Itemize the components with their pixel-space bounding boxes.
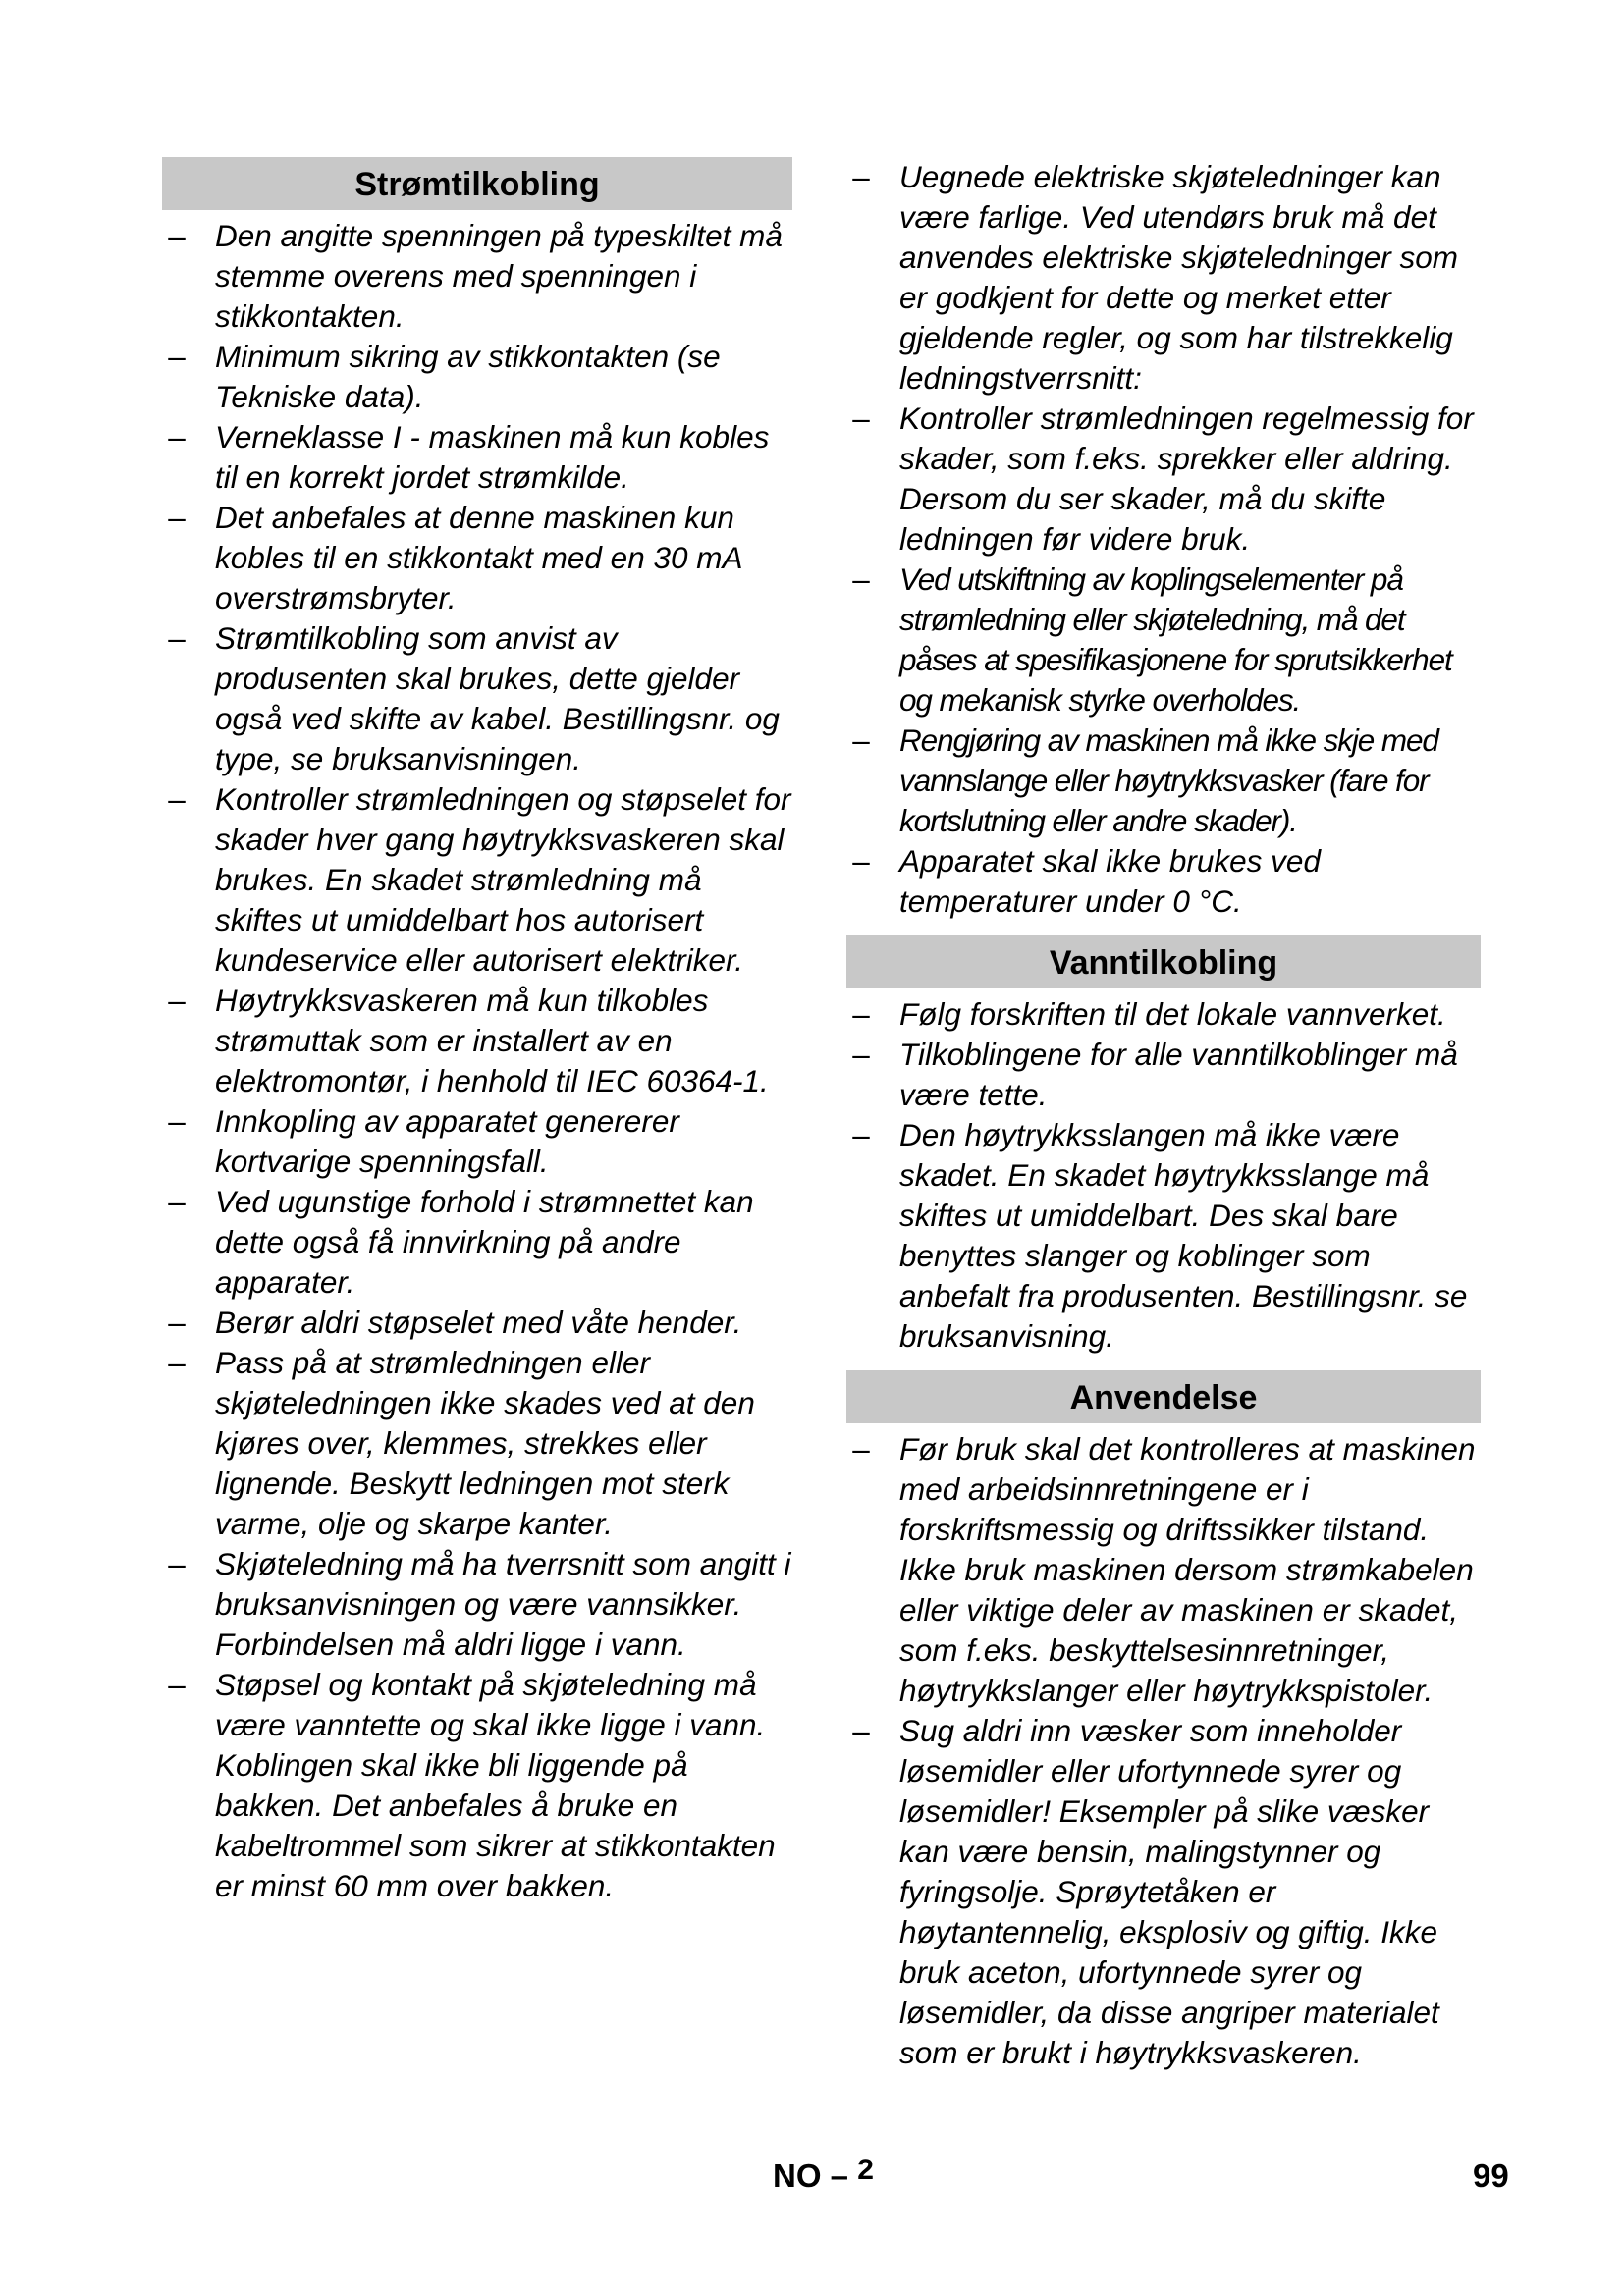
list-item: – Støpsel og kontakt på skjøteledning må være vanntette og skal ikke ligge i vann. Koblingen skal ikke bli liggende på bakken. Det anbefales å bruke en kabeltrommel som sikrer at stikkontakten er minst 60 mm over bakken.: [162, 1665, 792, 1906]
list-item: – Pass på at strømledningen eller skjøteledningen ikke skades ved at den kjøres over, klemmes, strekkes eller lignende. Beskytt ledningen mot sterk varme, olje og skarpe kanter.: [162, 1343, 792, 1544]
section-heading-power: Strømtilkobling: [162, 157, 792, 210]
list-item: – Verneklasse I - maskinen må kun kobles til en korrekt jordet strømkilde.: [162, 417, 792, 498]
dash-bullet: –: [168, 1184, 186, 1219]
dash-bullet: –: [168, 1345, 186, 1380]
footer-lang: NO: [773, 2158, 822, 2194]
dash-bullet: –: [168, 339, 186, 374]
footer-separator: –: [830, 2158, 849, 2194]
list-item: – Tilkoblingene for alle vanntilkoblinger må være tette.: [846, 1035, 1481, 1115]
dash-bullet: –: [168, 1546, 186, 1581]
list-item: – Berør aldri støpselet med våte hender.: [162, 1303, 792, 1343]
list-item: – Ved utskiftning av koplingselementer på strømledning eller skjøteledning, må det påses at spesifikasjonene for sprutsikkerhet og mekanisk styrke overholdes.: [846, 560, 1481, 721]
list-item: – Kontroller strømledningen og støpselet for skader hver gang høytrykksvaskeren skal brukes. En skadet strømledning må skiftes ut umiddelbart hos autorisert kundeservice eller autorisert elektriker.: [162, 779, 792, 981]
dash-bullet: –: [852, 996, 870, 1032]
dash-bullet: –: [852, 722, 870, 758]
dash-bullet: –: [168, 1667, 186, 1702]
footer-language-code: [773, 2154, 874, 2195]
list-item: – Uegnede elektriske skjøteledninger kan være farlige. Ved utendørs bruk må det anvendes elektriske skjøteledninger som er godkjent for dette og merket etter gjeldende regler, og som har tilstrekkelig ledningstverrsnitt:: [846, 157, 1481, 399]
dash-bullet: –: [852, 843, 870, 879]
dash-bullet: –: [168, 983, 186, 1018]
dash-bullet: –: [852, 400, 870, 436]
dash-bullet: –: [168, 1305, 186, 1340]
section-heading-water: Vanntilkobling: [846, 935, 1481, 988]
dash-bullet: –: [168, 218, 186, 253]
list-item: – Høytrykksvaskeren må kun tilkobles strømuttak som er installert av en elektromontør, i henhold til IEC 60364-1.: [162, 981, 792, 1101]
use-list: [846, 1429, 1481, 2073]
dash-bullet: –: [852, 1117, 870, 1152]
footer-sub-page: 2: [857, 2154, 874, 2186]
list-item: – Rengjøring av maskinen må ikke skje med vannslange eller høytrykksvasker (fare for kortslutning eller andre skader).: [846, 721, 1481, 841]
dash-bullet: –: [168, 781, 186, 817]
dash-bullet: –: [852, 159, 870, 194]
list-item: – Følg forskriften til det lokale vannverket.: [846, 994, 1481, 1035]
dash-bullet: –: [852, 1037, 870, 1072]
dash-bullet: –: [852, 561, 870, 597]
dash-bullet: –: [852, 1713, 870, 1748]
list-item: – Skjøteledning må ha tverrsnitt som angitt i bruksanvisningen og være vannsikker. Forbindelsen må aldri ligge i vann.: [162, 1544, 792, 1665]
list-item: – Den angitte spenningen på typeskiltet må stemme overens med spenningen i stikkontakten.: [162, 216, 792, 337]
dash-bullet: –: [168, 620, 186, 656]
list-item: – Den høytrykksslangen må ikke være skadet. En skadet høytrykksslange må skiftes ut umiddelbart. Des skal bare benyttes slanger og koblinger som anbefalt fra produsenten. Bestillingsnr. se bruksanvisning.: [846, 1115, 1481, 1357]
list-item: – Før bruk skal det kontrolleres at maskinen med arbeidsinnretningene er i forskriftsmessig og driftssikker tilstand. Ikke bruk maskinen dersom strømkabelen eller viktige deler av maskinen er skadet, som f.eks. beskyttelsesinnretninger, høytrykkslanger eller høytrykkspistoler.: [846, 1429, 1481, 1711]
list-item: – Kontroller strømledningen regelmessig for skader, som f.eks. sprekker eller aldring. Dersom du ser skader, må du skifte ledningen før videre bruk.: [846, 399, 1481, 560]
dash-bullet: –: [852, 1431, 870, 1467]
dash-bullet: –: [168, 500, 186, 535]
left-column: [162, 157, 792, 1906]
dash-bullet: –: [168, 1103, 186, 1139]
power-list-continued: [846, 157, 1481, 922]
list-item: – Ved ugunstige forhold i strømnettet kan dette også få innvirkning på andre apparater.: [162, 1182, 792, 1303]
list-item: – Innkopling av apparatet genererer kortvarige spenningsfall.: [162, 1101, 792, 1182]
section-heading-use: Anvendelse: [846, 1370, 1481, 1423]
dash-bullet: –: [168, 419, 186, 454]
list-item: – Strømtilkobling som anvist av produsenten skal brukes, dette gjelder også ved skifte av kabel. Bestillingsnr. og type, se bruksanvisningen.: [162, 618, 792, 779]
right-column: [846, 157, 1481, 2073]
list-item: – Sug aldri inn væsker som inneholder løsemidler eller ufortynnede syrer og løsemidler! Eksempler på slike væsker kan være bensin, malingstynner og fyringsolje. Sprøytetåken er høytantennelig, eksplosiv og giftig. Ikke bruk aceton, ufortynnede syrer og løsemidler, da disse angriper materialet som er brukt i høytrykksvaskeren.: [846, 1711, 1481, 2073]
power-list: [162, 216, 792, 1906]
list-item: – Minimum sikring av stikkontakten (se Tekniske data).: [162, 337, 792, 417]
page-number: 99: [1473, 2158, 1509, 2194]
list-item: – Det anbefales at denne maskinen kun kobles til en stikkontakt med en 30 mA overstrømsbryter.: [162, 498, 792, 618]
list-item: – Apparatet skal ikke brukes ved temperaturer under 0 °C.: [846, 841, 1481, 922]
water-list: [846, 994, 1481, 1357]
